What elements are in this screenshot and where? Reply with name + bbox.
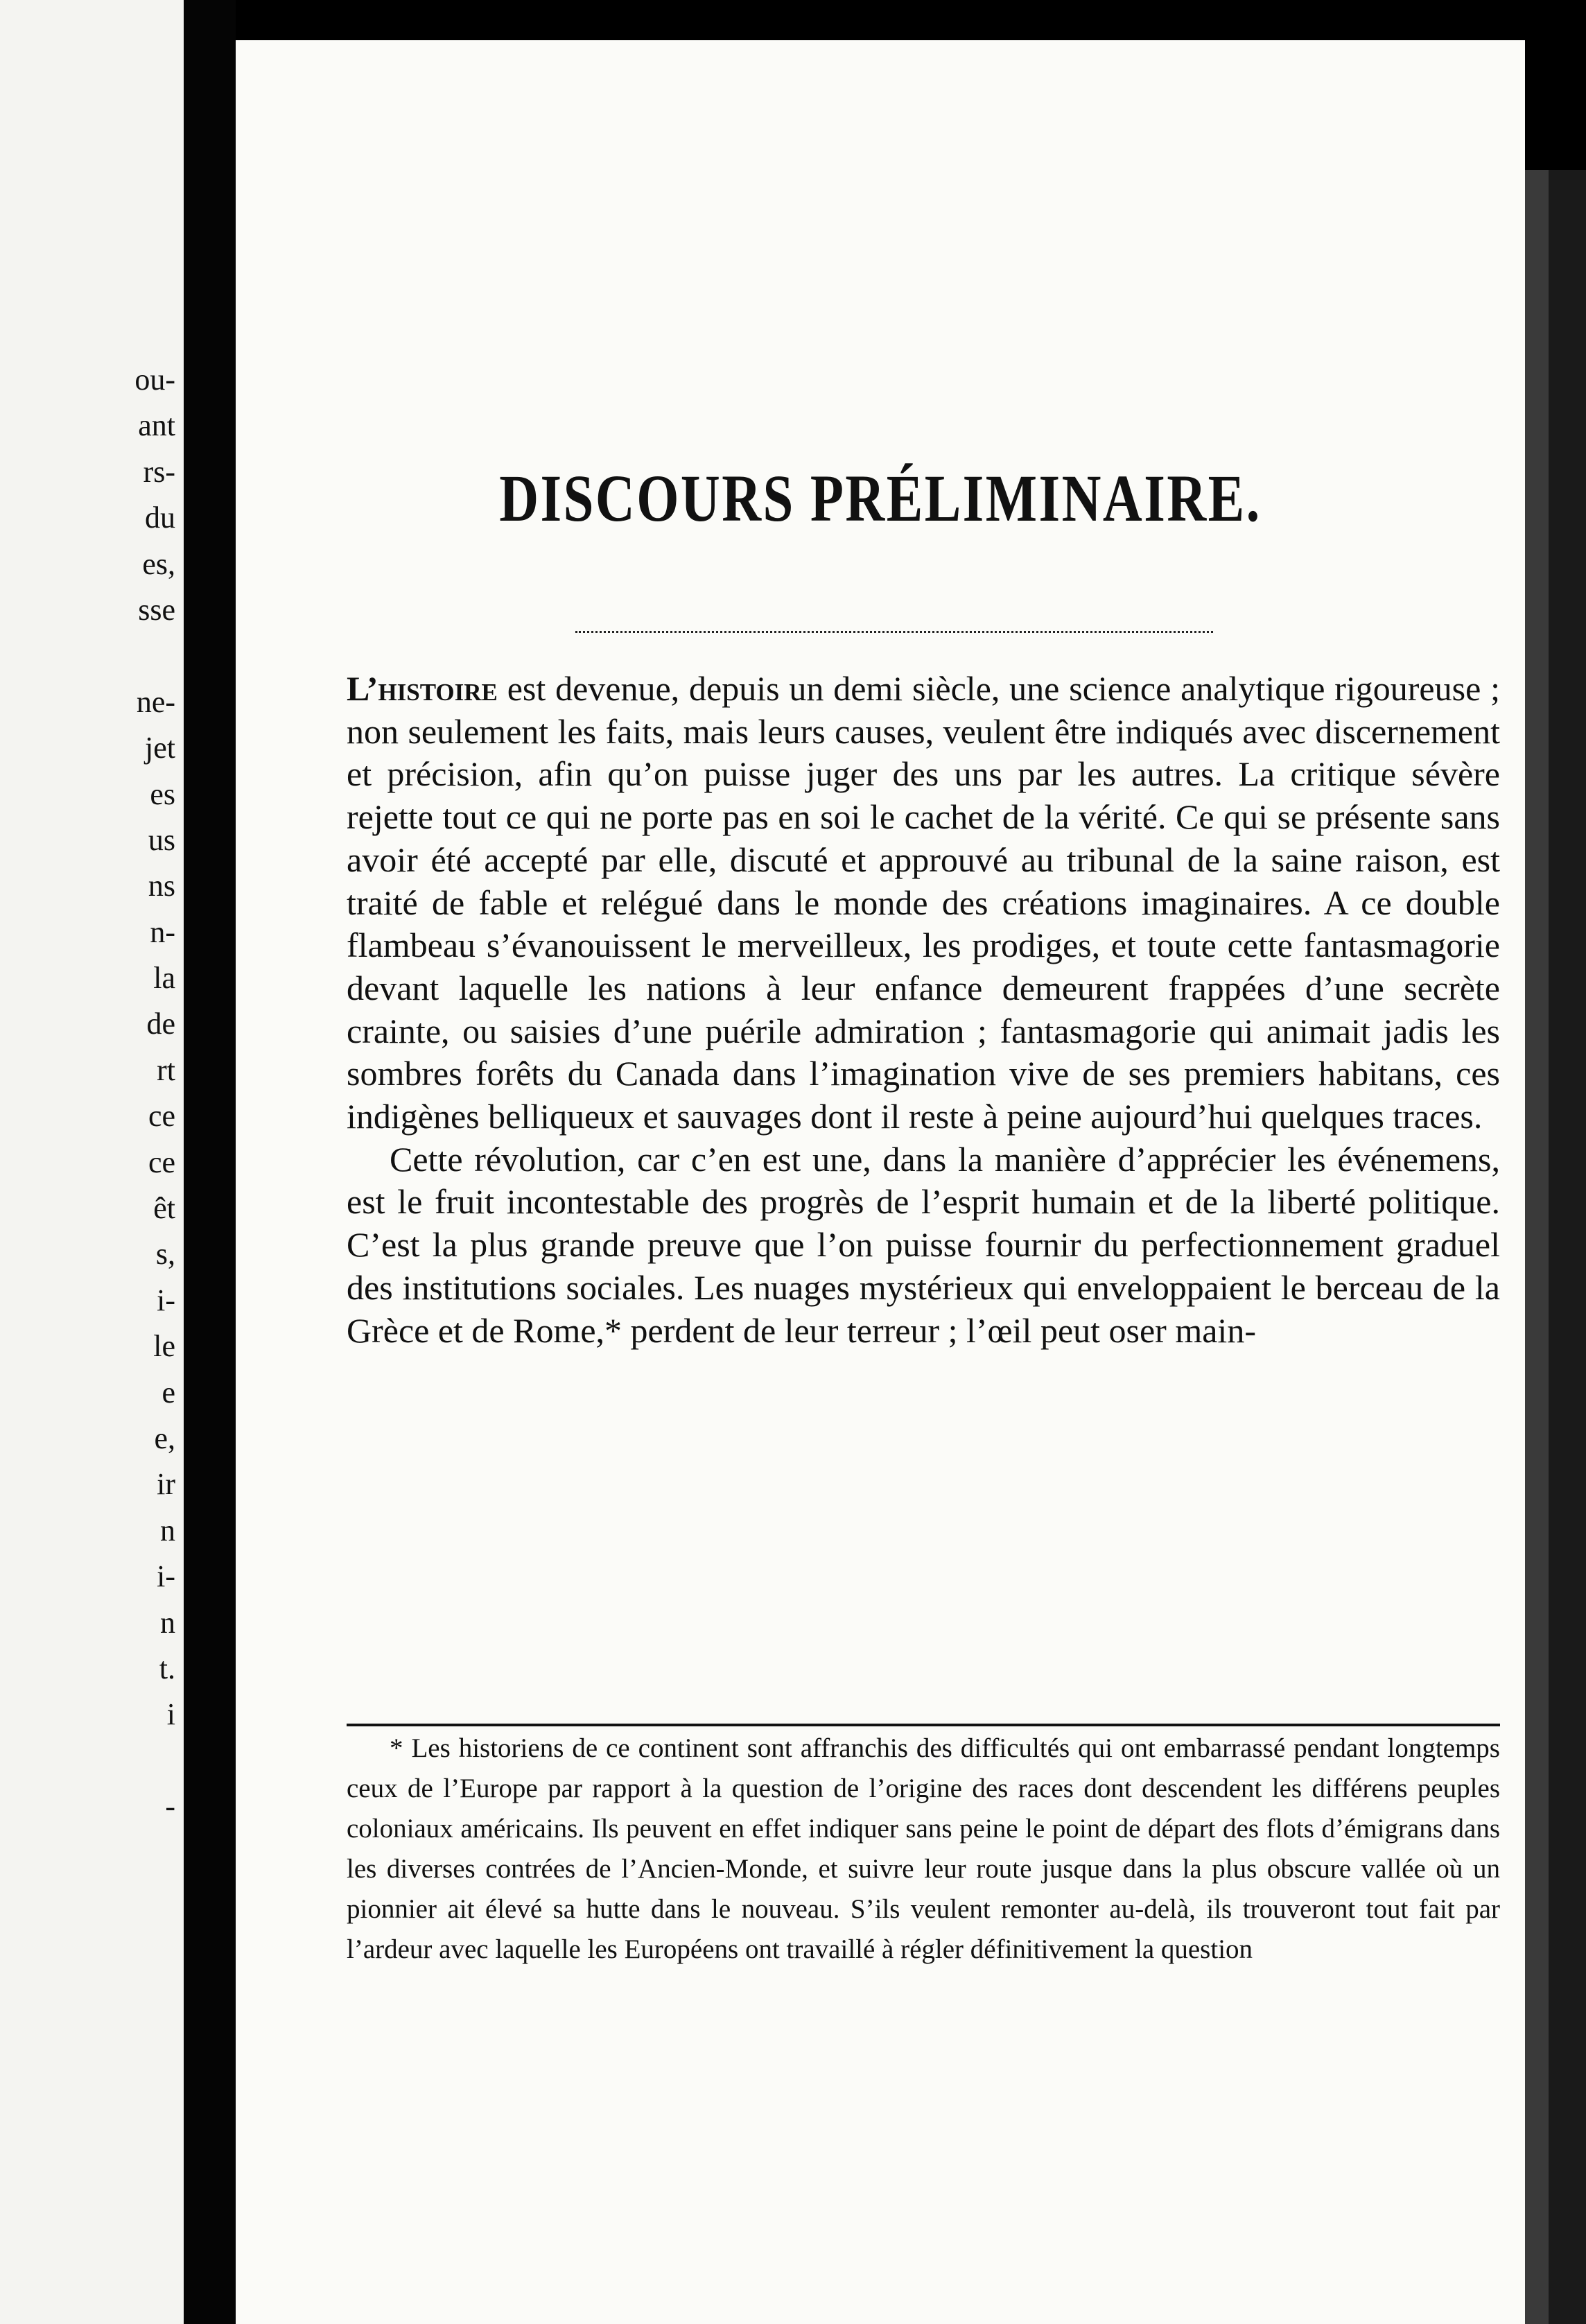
line-fragment: ou- [134,363,175,397]
line-fragment: es, [142,546,175,581]
line-fragment: sse [138,592,175,627]
page-title: DISCOURS PRÉLIMINAIRE. [499,461,1262,535]
paragraph-2: Cette révolution, car c’en est une, dans la manière d’apprécier les événemens, est le fruit incontestable des progrès de l’esprit humain et de la liberté politique. C’est la plus grande preuve que l’on puisse fournir du perfectionnement graduel des institutions sociales. Les nuages mystérieux qui enveloppaient le berceau de la Grèce et de Rome,* perdent de leur terreur ; l’œil peut oser main- [347,1139,1500,1350]
line-fragment: es [150,777,175,811]
main-page [236,40,1525,2324]
facing-page-line-ends [6,357,175,1830]
line-fragment: i [166,1697,175,1732]
line-fragment [6,1738,175,1784]
line-fragment: - [165,1789,175,1824]
line-fragment: jet [145,731,175,765]
line-fragment: ce [148,1099,175,1134]
line-fragment: e [162,1375,175,1410]
footnote-divider [347,1724,1500,1726]
page-stack-shadow [1525,170,1549,2324]
body-text [347,668,1500,1352]
line-fragment: us [148,822,175,857]
line-fragment: rs- [143,454,175,489]
line-fragment: n [160,1605,175,1640]
paragraph-1-text: est devenue, depuis un demi siècle, une science analytique rigoureuse ; non seulement les faits, mais leurs causes, veulent être indiqués avec discernement et précision, afin qu’on puisse juger des uns par les autres. La critique sévère rejette tout ce qui ne porte pas en soi le cachet de la vérité. Ce qui se présente sans avoir été accepté par elle, discuté et approuvé au tribunal de la saine raison, est traité de fable et relégué dans le monde des créations imaginaires. A ce double flambeau s’évanouissent le merveilleux, les prodiges, et toute cette fantasmagorie devant laquelle les nations à leur enfance demeurent frappées d’une secrète crainte, ou saisies d’une puérile admiration ; fantasmagorie qui animait jadis les sombres forêts du Canada dans l’imagination vive de ses premiers habitans, ces indigènes belliqueux et sauvages dont il reste à peine aujourd’hui quelques traces. [347,669,1500,1136]
line-fragment: t. [159,1651,175,1685]
line-fragment: n- [150,914,175,949]
line-fragment: ant [138,408,175,443]
line-fragment: i- [157,1283,175,1317]
paragraph-1 [347,668,1500,1138]
line-fragment: ce [148,1145,175,1179]
footnote: * Les historiens de ce continent sont affranchis des difficultés qui ont embarrassé pendant longtemps ceux de l’Europe par rapport à la question de l’origine des races dont descendent les différens peuples coloniaux américains. Ils peuvent en effet indiquer sans peine le point de départ des flots d’émigrans dans les diverses contrées de l’Ancien-Monde, et suivre leur route jusque dans la plus obscure vallée où un pionnier ait élevé sa hutte dans le nouveau. S’ils veulent remonter au-delà, ils trouveront tout fait par l’ardeur avec laquelle les Européens ont travaillé à régler définitivement la question [347,1733,1500,1964]
line-fragment: rt [157,1052,175,1087]
book-gutter [184,0,236,2324]
line-fragment [6,633,175,679]
line-fragment: ns [148,869,175,903]
line-fragment: êt [153,1191,175,1226]
line-fragment: ir [157,1467,175,1502]
line-fragment: de [146,1007,175,1041]
title-divider [575,631,1213,633]
line-fragment: la [153,961,175,996]
facing-page-edge [0,0,184,2324]
line-fragment: e, [154,1421,175,1455]
opening-word: L’histoire [347,669,498,708]
line-fragment: du [145,501,175,535]
line-fragment: ne- [136,684,175,719]
line-fragment: le [153,1329,175,1364]
line-fragment: s, [155,1237,175,1272]
line-fragment: i- [157,1559,175,1594]
line-fragment: n [160,1513,175,1547]
